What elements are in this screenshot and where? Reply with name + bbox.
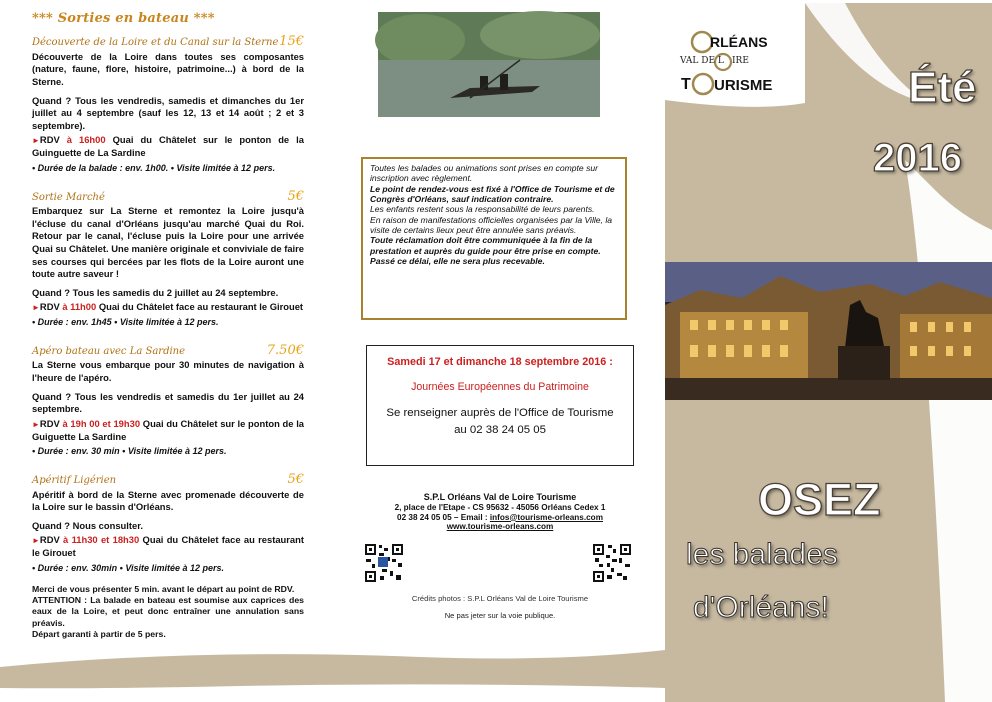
activity-when: Quand ? Nous consulter. [32, 519, 143, 531]
activity-title: Découverte de la Loire et du Canal sur la Sterne [32, 37, 279, 49]
event-info: Se renseigner auprès de l'Office de Tourisme au 02 38 24 05 05 [367, 405, 633, 439]
activity-description: Découverte de la Loire dans toutes ses composantes (nature, faune, flore, histoire, patrimoine...) à bord de la Sterne. [32, 50, 304, 87]
activity-when: Quand ? Tous les samedis du 2 juillet au 24 septembre. [32, 286, 279, 298]
activity-note: • Durée : env. 1h45 • Visite limitée à 12 pers. [32, 317, 219, 328]
activity-note: • Durée : env. 30 min • Visite limitée à 12 pers. [32, 446, 227, 457]
cover-season: Été [908, 63, 977, 112]
arrow-icon: ► [32, 303, 40, 313]
activity-price: 5€ [287, 188, 304, 204]
activity-when: Quand ? Tous les vendredis, samedis et dimanches du 1er juillet au 4 septembre (sauf les 12, 13 et 14 août ; 2 et 3 septembre). [32, 94, 304, 131]
activity-title: Sortie Marché [32, 191, 105, 203]
conditions-line: Toute réclamation doit être communiquée à la fin de la prestation et auprès du guide pour être prise en compte. [370, 235, 601, 256]
event-date: Samedi 17 et dimanche 18 septembre 2016 : [387, 356, 613, 368]
activity-rdv: ►RDV à 11h00 Quai du Châtelet face au restaurant le Girouet [32, 301, 304, 313]
contact-address: 2, place de l'Etape - CS 95632 - 45056 Orléans Cedex 1 [394, 502, 606, 512]
email-link[interactable]: infos@tourisme-orleans.com [489, 512, 603, 522]
activity-description: La Sterne vous embarque pour 30 minutes de navigation à l'heure de l'apéro. [32, 359, 304, 384]
qr-code-right[interactable] [592, 543, 632, 583]
activity-4 [32, 471, 304, 574]
logo-line-1: RLÉANS [710, 34, 768, 50]
logo-line-3b: URISME [714, 77, 773, 94]
qr-code-left[interactable] [364, 543, 404, 583]
activity-price: 15€ [279, 34, 304, 50]
activity-title: Apéro bateau avec La Sardine [32, 346, 186, 358]
contact-block [366, 492, 634, 532]
logo-line-3a: T [681, 76, 691, 93]
logo-line-2b: IRE [732, 56, 749, 66]
footer-guarantee: Départ garanti à partir de 5 pers. [32, 629, 166, 639]
boat-photo [375, 11, 600, 117]
activity-3 [32, 342, 304, 457]
logo [678, 28, 798, 100]
conditions-box [361, 157, 627, 320]
footer-warning: ATTENTION : La balade en bateau est soumise aux caprices des eaux de la Loire, et peut donc entraîner une annulation sans préavis. [32, 595, 304, 628]
city-photo [665, 262, 992, 400]
activity-1 [32, 33, 304, 173]
event-box [366, 345, 634, 466]
activity-2 [32, 188, 304, 328]
event-phone: au 02 38 24 05 05 [454, 424, 546, 437]
footer-note: Merci de vous présenter 5 min. avant le départ au point de RDV. [32, 583, 295, 594]
cover-subtitle-2: d'Orléans! [693, 591, 829, 624]
activity-note: • Durée : env. 30min • Visite limitée à 12 pers. [32, 562, 225, 573]
activities-column [32, 10, 304, 640]
section-heading: *** Sorties en bateau *** [32, 11, 215, 26]
bottom-wave-band [0, 650, 665, 688]
logo-line-2: VAL DE L [680, 56, 724, 66]
event-name: Journées Européennes du Patrimoine [411, 381, 589, 393]
website-link[interactable]: www.tourisme-orleans.com [446, 522, 554, 532]
contact-phone-email: 02 38 24 05 05 – Email : infos@tourisme-orleans.com [397, 512, 603, 522]
activity-rdv: ►RDV à 19h 00 et 19h30 Quai du Châtelet sur le ponton de la Guiguette La Sardine [32, 417, 305, 442]
conditions-line: En raison de manifestations officielles organisées par la Ville, la visite de certains lieux peut être annulée sans préavis. [370, 214, 613, 235]
conditions-line: Toutes les balades ou animations sont prises en compte sur inscription avec règlement. [370, 163, 599, 184]
activity-rdv: ►RDV à 16h00 Quai du Châtelet sur le ponton de la Guinguette de La Sardine [32, 134, 304, 159]
activity-price: 7.50€ [266, 343, 304, 359]
litter-notice: Ne pas jeter sur la voie publique. [444, 611, 556, 620]
cover-subtitle-1: les balades [686, 538, 838, 571]
conditions-line: Le point de rendez-vous est fixé à l'Office de Tourisme et de Congrès d'Orléans, sauf indication contraire. [370, 183, 615, 204]
activity-title: Apéritif Ligérien [32, 475, 117, 487]
activity-price: 5€ [287, 472, 304, 488]
photo-credits: Crédits photos : S.P.L Orléans Val de Loire Tourisme [411, 594, 589, 603]
activity-description: Apéritif à bord de la Sterne avec promenade découverte de la Loire sur le bassin d'Orléans. [32, 488, 304, 513]
activity-note: • Durée de la balade : env. 1h00. • Visite limitée à 12 pers. [32, 162, 276, 173]
conditions-line: Les enfants restent sous la responsabilité de leurs parents. [370, 204, 595, 215]
footer-notes [32, 584, 304, 641]
arrow-icon: ► [32, 136, 40, 146]
activity-rdv: ►RDV à 11h30 et 18h30 Quai du Châtelet face au restaurant le Girouet [32, 534, 304, 559]
contact-org: S.P.L Orléans Val de Loire Tourisme [423, 492, 577, 502]
activity-description: Embarquez sur La Sterne et remontez la Loire jusqu'à l'écluse du canal d'Orléans jusqu'au marché Quai du Roi. Retour par le canal, l'écluse puis la Loire pour une arrivée Quai su Châtelet. Une manière originale et conviviale de faire ses courses qui bercées par les flots de la Loire auront une toute autre saveur ! [32, 205, 304, 280]
conditions-line: Passé ce délai, elle ne sera plus recevable. [370, 255, 545, 266]
activity-when: Quand ? Tous les vendredis et samedis du 1er juillet au 24 septembre. [32, 390, 304, 415]
arrow-icon: ► [32, 419, 40, 429]
cover-title: OSEZ [758, 474, 881, 525]
cover-year: 2016 [873, 136, 962, 180]
arrow-icon: ► [32, 536, 40, 546]
